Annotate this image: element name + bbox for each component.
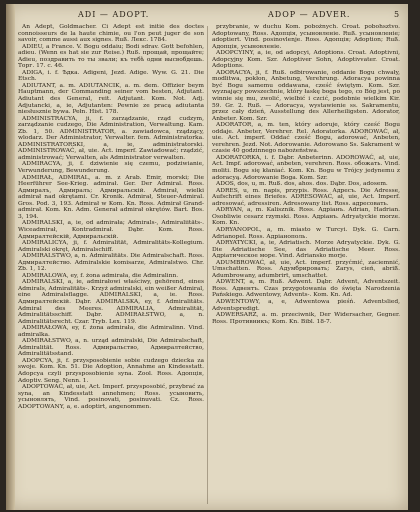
dictionary-entry: ADWENT, a, m. Ruß. Adwent. Dąbr. Advent, Adventszeit. Ross. Адвентъ. Czas przygotowania do święta Narodzenia Pańskiego. Adwentowy, Advents-. Kom. Kn. Ad. xyxy=(212,279,400,299)
dictionary-entry: ADORATOR, a, m. ten, który adoruje, który cześć Bogu oddaje. Anbeter, Verehrer. Rel. Adoratorka. ADOROWAĆ, ał, uie. Act. imperf. Oddać cześć Bogu, adorować, Anbeten, verehren. Jezd. Not. Adorowanie. Adorowano Ss. Sakrament w czasie 40 godzinnego nabożeństwa. xyxy=(212,122,400,155)
book-page xyxy=(6,4,408,510)
dictionary-entry: ADIUTANT, a. m. ADIUTANCIK, a. m. dem. Offizier beym Hauptmann, der Commanding seiner vom besten, Adjutant. Adiutant des General, reit. Adjutant. Kom. Not. Adj. Adjutancki, a, ie, Adjutanten: Pewnie ze pracą adiutanta niesłusznie bywa. Pełn. Hist. 178. xyxy=(18,82,204,116)
dictionary-entry: ADMIRALSTWO, a, n. Admiralitäts. Die Admiralschaft. Ross. Адмиралтейство. Admiralskie komisarze, Admiralstwo. Chr. Zb. 1, 12. xyxy=(18,253,204,273)
dictionary-entry: ADIGA, i. f. Ѣдка. Adigeni, Jezd. Adige. Wyw. G. 21. Die Etsch. xyxy=(18,69,204,83)
dictionary-entry: ADMIRAŁ, ADMIRAL, a. m. z Arab. Emir, morski; Die Heerführer See-Krieg. admirał. Ger. Der Admiral. Ross. Адмиралъ, Адмиралъ; Адмиральскій. Admirał, wielki admirał nad okrętami. Cr. Kronik. Admirał, Steuer-Admiral. Gros. Pod. 3, 193. Admirał w Kom. Kn. Ross. Admirał Grand-admirał. Kom. Kn. Adm. Generał admirał okrętów. Bart. Bos. 3, 194. xyxy=(18,174,204,220)
dictionary-entry: ADMIRALSKI, a, ie, od admirała; Admirals-, Admiraliitäts-. Wiceadmirał, Kontradmirał. Dąbr. Kom. Ross. Адмиралтейскій, Адмиральскій. xyxy=(18,220,204,240)
dictionary-entry: ADMIRALICYA, ji, f. Admiralität, Admiralitäts-Kollegium. Admiralski okręt, Admiralschiff. xyxy=(18,240,204,253)
dictionary-entry: ADWENTOWY, a, e, Adwentowa pieśń. Adventslied, Adventspredigt. xyxy=(212,298,400,312)
dictionary-entry: ADOPCYA, ji, f. przysposobienie sobie cudzego dziecka za swoje. Kom. Kn. 51. Die Adoption, Annahme an Kindesstatt. Adopcya czyli przysposobienie syna. Zool. Ross. Адопція, Adoptiv. Seng. Nenn. 1. xyxy=(18,357,204,384)
text-column-right xyxy=(212,24,400,506)
dictionary-entry: ADRYAN, a, m. Kalisznik. Ross. Адріанъ. Adrian, Hadrian. Osobliwie cesarz rzymski. Ross. Адріанъ. Adryatyckie morze. Kom. Kn. xyxy=(212,207,400,227)
text-column-left xyxy=(18,24,204,506)
dictionary-entry: ADRYATYCKI, a, ie, Adriatisch. Morze Adryatyckie. Dyk. G. Die Adriatische See, das Adriatische Meer. Ross. Адріатическое море. Vind. Adriansko morje. xyxy=(212,240,400,260)
book-spine-shadow xyxy=(6,4,15,510)
dictionary-entry: ADORACYA, ji, f. Ruß. odbirowanie, oddanie Bogu chwały, modlitwa, pokłon, Anbetung, Verehrung. Adoracya powinna być Bogu samemu oddawana, cześć świętym. Kom. Szr. wyznający powszechnie, który łaskę boga tego, co Bóg jest, po winnie się mu, zwolić, wielbić i czcić, podobnie wielkim Kir. 59. Gr. 2. Ruß. — Adoracya, wystawienie ss. Sakramentu, przez cały dzień, Ausstellung des Allerheiligsten. Adorator, Anbeter. Kom. Szr. xyxy=(212,69,400,122)
dictionary-entry: ADMIRAŁSTWO, a, n. urząd admiralski, Die Admiralschaft, Admiralität. Ross. Адмиральство, Адмиралтейство, Admiralitätsstand. xyxy=(18,338,204,358)
dictionary-entry: ADWERSARZ, a. m. przeciwnik, Der Widersacher, Gegner. Ross. Противникъ; Kom. Kn. Bibl. 18-7. xyxy=(212,312,400,325)
dictionary-entry: ADRYANOPOL, a, m. miasto w Turcyi. Dyk. G. Carn. Adrianopel. Ross. Адріанополь. xyxy=(212,226,400,240)
dictionary-entry: An Adept, Goldmacher. Ci Adept est initié des doctes connoisseurs de la haute chimie, ou l'on peut juger de son savoir, comme aussi aux signes. Ruß. Лекс. 1784. xyxy=(18,24,204,44)
dictionary-entry: ADUMBROWAĆ, ał, uie, Act. imperf. przyćmić, zaciemnić, Umschatten. Ross. Адумбрировать; Zarys, cień, abriß. Adumbrowany, adumbrirt, umschattet. xyxy=(212,259,400,279)
column-divider xyxy=(207,26,208,504)
dictionary-entry: ADMIRALSKI, a, ie, admirałowi właściwy, gehörend, eines Admirals, Admiralitäts-. Krzyż admiralski, ein weißer Admiral, eine Admiralsflagge. ADMIRALSKI, a, ie. Ross. Адмиралтейскій. Dąbr. ADMIRALSKA, ey, f. Admiralitäts. Admiral des Meeres. ADMIRALIA, Admiralität, Admiralitätsschiff. Dąbr. ADMIRAŁSTWO, a, n. Admiralitätsrecht. Czar. Tryb. Lex. 119. xyxy=(18,279,204,325)
dictionary-entry: ADOPTOWAĆ, ał, uie, Act. Imperf. przysposobić, przybrać za syna, an Kindesstatt annehmen; Ross. усыновить, усыновлять, Vind. posinovati, posinuvati. Cz. Ross. ADOPTOWANY, a, e. adoptirt, angenommen. xyxy=(18,384,204,410)
dictionary-entry: ADOPCYINY, a, ie, od adopcyi, Adoptions. Croat. Adoptivni, Adopcyjny Kom. Szr. Adoptiver Sohn, Adoptivvater. Croat. Adoptions. xyxy=(212,50,400,70)
dictionary-entry: ADMIRAŁOWA, ey, f. żona admirała, die Admiralinn. Vind. admiralka. xyxy=(18,325,204,338)
dictionary-entry: ADMIRALOWA, ey, f. żona admirała, die Admiralinn. xyxy=(22,272,179,279)
dictionary-entry: przybranie, w duchu Kom. pobożnych. Croat. pobohsztvo. Adoptowany, Ross. Адопція, усыновленіе. Ruß. усыновленіе; adoptiert. Vind. posinovlenje. Ross. Адопція; Adoption; Ruß. Адопція, усыновленіе. xyxy=(212,24,400,50)
dictionary-entry: ADMINISTRACYA, ji, f. zarządzanie, rząd cudzym, zarządzanie cudzego, Die Administration, Verwaltung. Kam. Zb. 1, 50. ADMINISTRATOR, a. zawiadowca, rządzący, wlodarz. Der Administrator, Verwalter. fem. Administratorka. ADMINISTRATORSKI, a, ie, administratorski. ADMINISTROWAĆ, ał, uie. Act. imperf. Zawiadować; rządzić, administrować; Verwalten, als Administrator verwalten. xyxy=(18,115,204,161)
dictionary-entry: ADORATORKA, i. f. Dąbr. Anbeterinn. ADOROWAĆ, ał, uie, Act. Impf. adorować, anbeten, verehren. Ross. обожать. Vind. molitі. Bogu się kłaniać. Kom. Kn. Bogu w Trójcy jedynemu z adoracyą. Adorowanie Boga. Kom. Szr. xyxy=(212,154,400,181)
dictionary-entry: ADRES, u, m. napis, przypis. Ross. Адресъ. Die Adresse, Aufschrift eines Briefes. ADRESOWAĆ, ał, uie, Act. Imperf. adresować, adressiren. Adresowany list. Ross. адресовать. xyxy=(212,187,400,207)
dictionary-entry: ADIEU, a France. V. Bogu oddaiu; Bodi sdrav. Gott befohlen, adieu. (Wenn es hat sie zur Reise.) Ruß. прощай, прощайте; Adieu, поздравить то ты звали; къ тебѣ одни высвобдешь. Торг. 17. с. 46. xyxy=(18,43,204,70)
dictionary-entry: ADMIRACYA, ji, f. dziwienie się czemu, podziwianie, Verwunderung, Bewunderung. xyxy=(18,161,204,175)
dictionary-entry: ADOS, dos, u, m. Ruß. dos, ahos. dos. Dąbr. Dos, adosem. xyxy=(216,181,388,188)
page-number: 5 xyxy=(394,10,400,19)
running-header-left: ADI — ADOPT. xyxy=(78,10,150,19)
running-header-right: ADOP — ADVER. xyxy=(268,10,351,19)
